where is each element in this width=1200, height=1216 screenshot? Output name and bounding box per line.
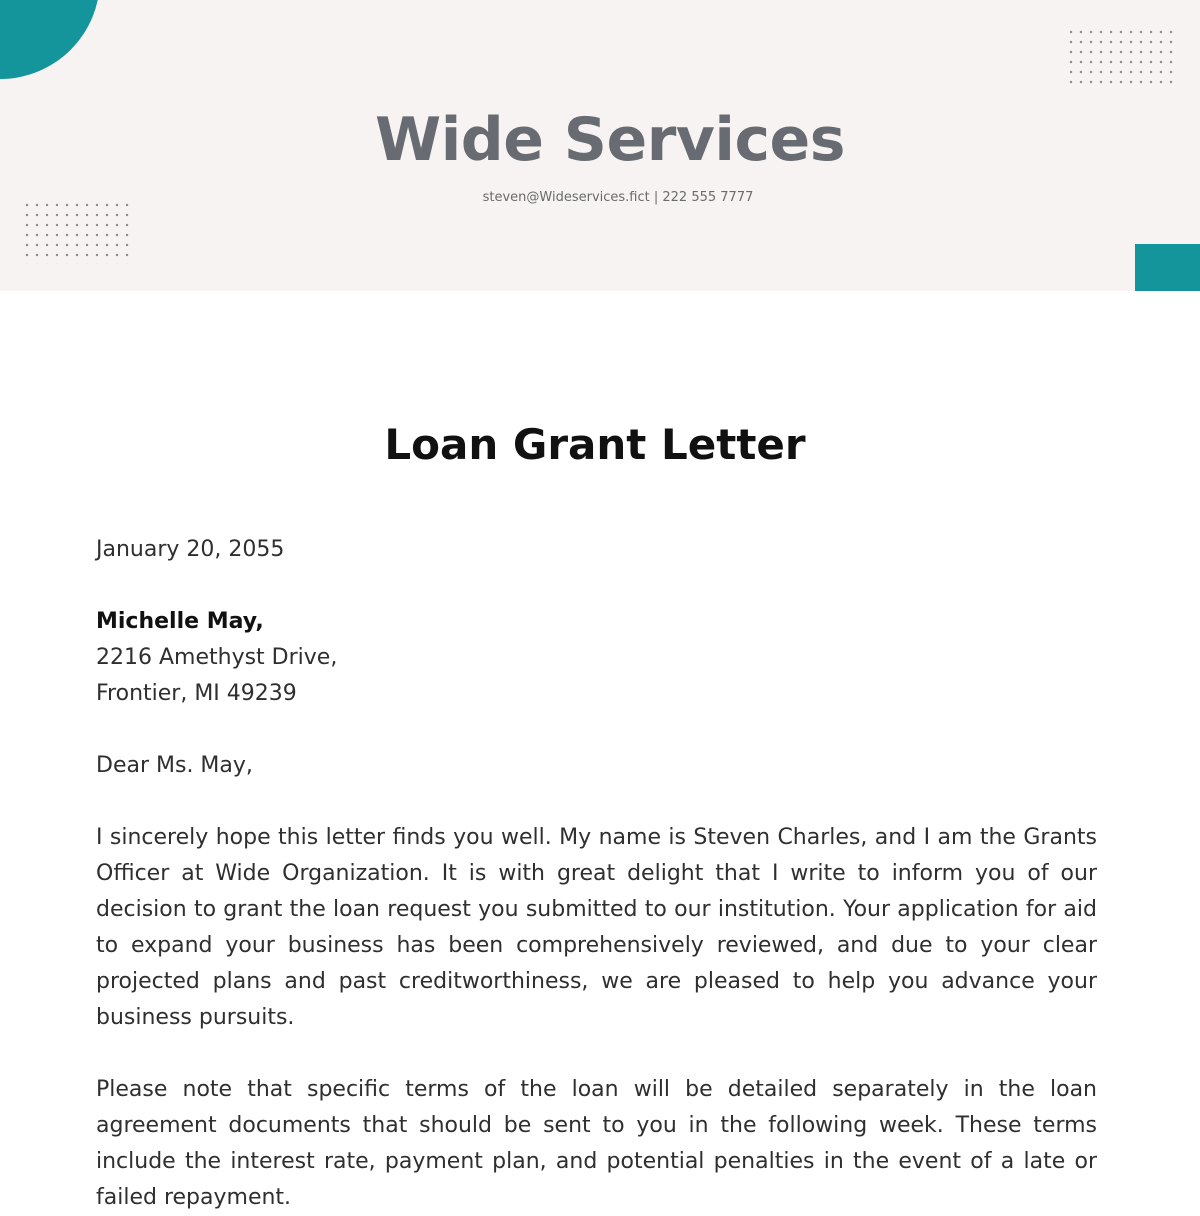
letterhead [0,0,1200,291]
decorative-rectangle [1135,244,1200,291]
letter-title: Loan Grant Letter [384,420,806,469]
body-paragraph: I sincerely hope this letter finds you well. My name is Steven Charles, and I am the Grants Officer at Wide Organization. It is with great delight that I write to inform you of our decision to grant the loan request you submitted to our institution. Your application for aid to expand your business has been comprehensively reviewed, and due to your clear projected plans and past creditworthiness, we are pleased to help you advance your business pursuits. [96,825,1097,1030]
recipient-street: 2216 Amethyst Drive, [96,645,338,670]
salutation: Dear Ms. May, [96,753,253,778]
body-paragraph: Please note that specific terms of the loan will be detailed separately in the loan agreement documents that should be sent to you in the following week. These terms include the interest rate, payment plan, and potential penalties in the event of a late or failed repayment. [96,1077,1097,1210]
decorative-circle [0,0,100,79]
decorative-dot-grid [22,200,132,264]
decorative-dot-grid [1066,27,1176,87]
company-contact: steven@Wideservices.fict | 222 555 7777 [482,190,754,205]
recipient-city: Frontier, MI 49239 [96,681,297,706]
letter-date: January 20, 2055 [96,537,285,562]
company-name: Wide Services [375,105,845,175]
recipient-name: Michelle May, [96,609,264,634]
